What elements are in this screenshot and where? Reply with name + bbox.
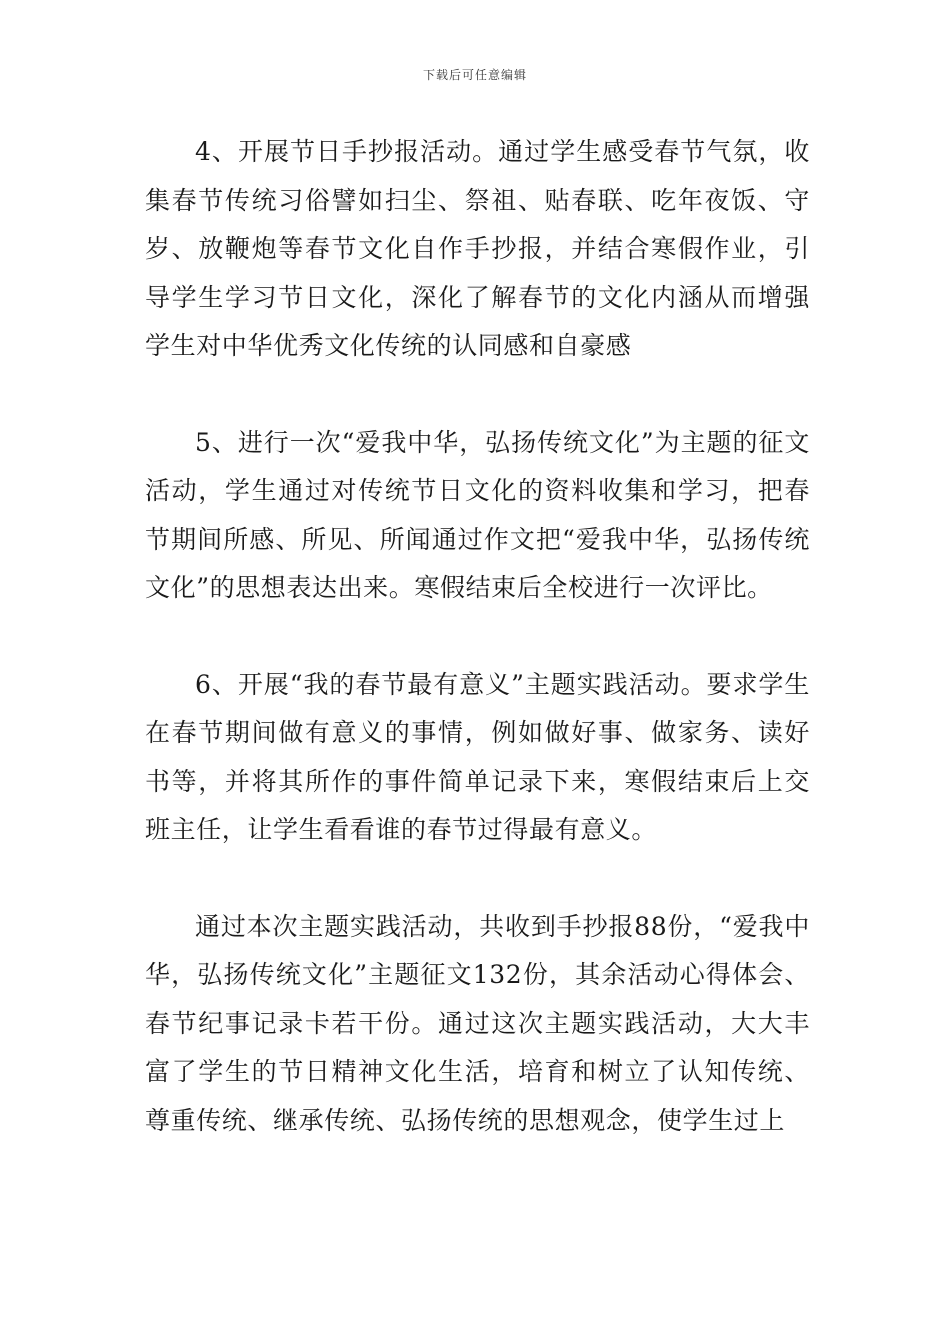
document-body [145, 128, 810, 1193]
paragraph-activity-6: 6、开展“我的春节最有意义”主题实践活动。要求学生在春节期间做有意义的事情，例如做好事、做家务、读好书等，并将其所作的事件简单记录下来，寒假结束后上交班主任，让学生看看谁的春节过得最有意义。 [145, 669, 810, 844]
paragraph-activity-4: 4、开展节日手抄报活动。通过学生感受春节气氛，收集春节传统习俗譬如扫尘、祭祖、贴春联、吃年夜饭、守岁、放鞭炮等春节文化自作手抄报，并结合寒假作业，引导学生学习节日文化，深化了解春节的文化内涵从而增强学生对中华优秀文化传统的认同感和自豪感 [145, 137, 810, 360]
paragraph-activity-5: 5、进行一次“爱我中华，弘扬传统文化”为主题的征文活动，学生通过对传统节日文化的资料收集和学习，把春节期间所感、所见、所闻通过作文把“爱我中华，弘扬传统文化”的思想表达出来。寒假结束后全校进行一次评比。 [145, 427, 810, 602]
paragraph-summary: 通过本次主题实践活动，共收到手抄报88份，“爱我中华，弘扬传统文化”主题征文132份，其余活动心得体会、春节纪事记录卡若干份。通过这次主题实践活动，大大丰富了学生的节日精神文化生活，培育和树立了认知传统、尊重传统、继承传统、弘扬传统的思想观念，使学生过上 [145, 911, 810, 1135]
header-note: 下载后可任意编辑 [422, 68, 527, 82]
